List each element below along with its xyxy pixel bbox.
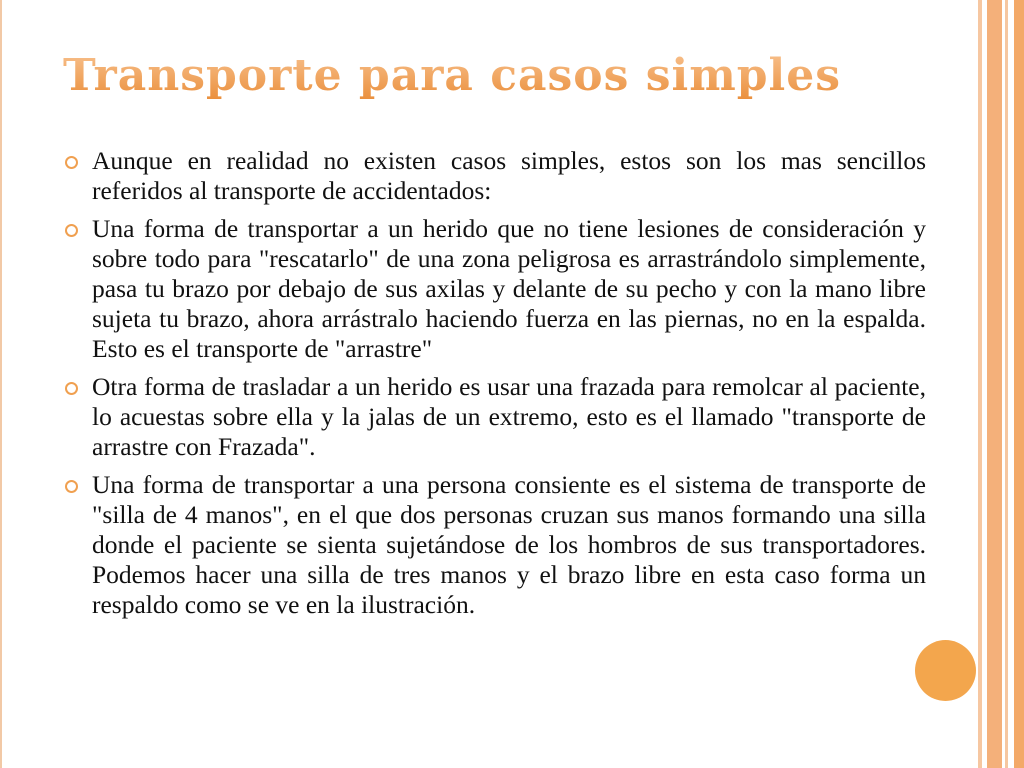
hollow-circle-bullet-icon bbox=[65, 382, 78, 395]
bullet-text: Otra forma de trasladar a un herido es usar una frazada para remolcar al paciente, lo acuestas sobre ella y la jalas de un extremo, esto es el llamado "transporte de arrastre con Frazada". bbox=[92, 372, 926, 461]
bullet-item bbox=[62, 146, 926, 206]
bullet-text: Una forma de transportar a una persona consiente es el sistema de transporte de "silla de 4 manos", en el que dos personas cruzan sus manos formando una silla donde el paciente se sienta sujetándose de los hombros de sus transportadores. Podemos hacer una silla de tres manos y el brazo libre en esta caso forma un respaldo como se ve en la ilustración. bbox=[92, 470, 926, 619]
hollow-circle-bullet-icon bbox=[65, 224, 78, 237]
hollow-circle-bullet-icon bbox=[65, 156, 78, 169]
slide-title: Transporte para casos simples bbox=[63, 50, 842, 101]
bullet-list bbox=[62, 146, 926, 628]
bullet-text: Aunque en realidad no existen casos simples, estos son los mas sencillos referidos al transporte de accidentados: bbox=[92, 146, 926, 205]
bullet-item bbox=[62, 214, 926, 364]
hollow-circle-bullet-icon bbox=[65, 480, 78, 493]
decorative-circle bbox=[915, 640, 976, 701]
decorative-stripes bbox=[978, 0, 1024, 768]
bullet-item bbox=[62, 470, 926, 620]
bullet-text: Una forma de transportar a un herido que no tiene lesiones de consideración y sobre todo para "rescatarlo" de una zona peligrosa es arrastrándolo simplemente, pasa tu brazo por debajo de sus axilas y delante de su pecho y con la mano libre sujeta tu brazo, ahora arrástralo haciendo fuerza en las piernas, no en la espalda. Esto es el transporte de "arrastre" bbox=[92, 214, 926, 363]
bullet-item bbox=[62, 372, 926, 462]
